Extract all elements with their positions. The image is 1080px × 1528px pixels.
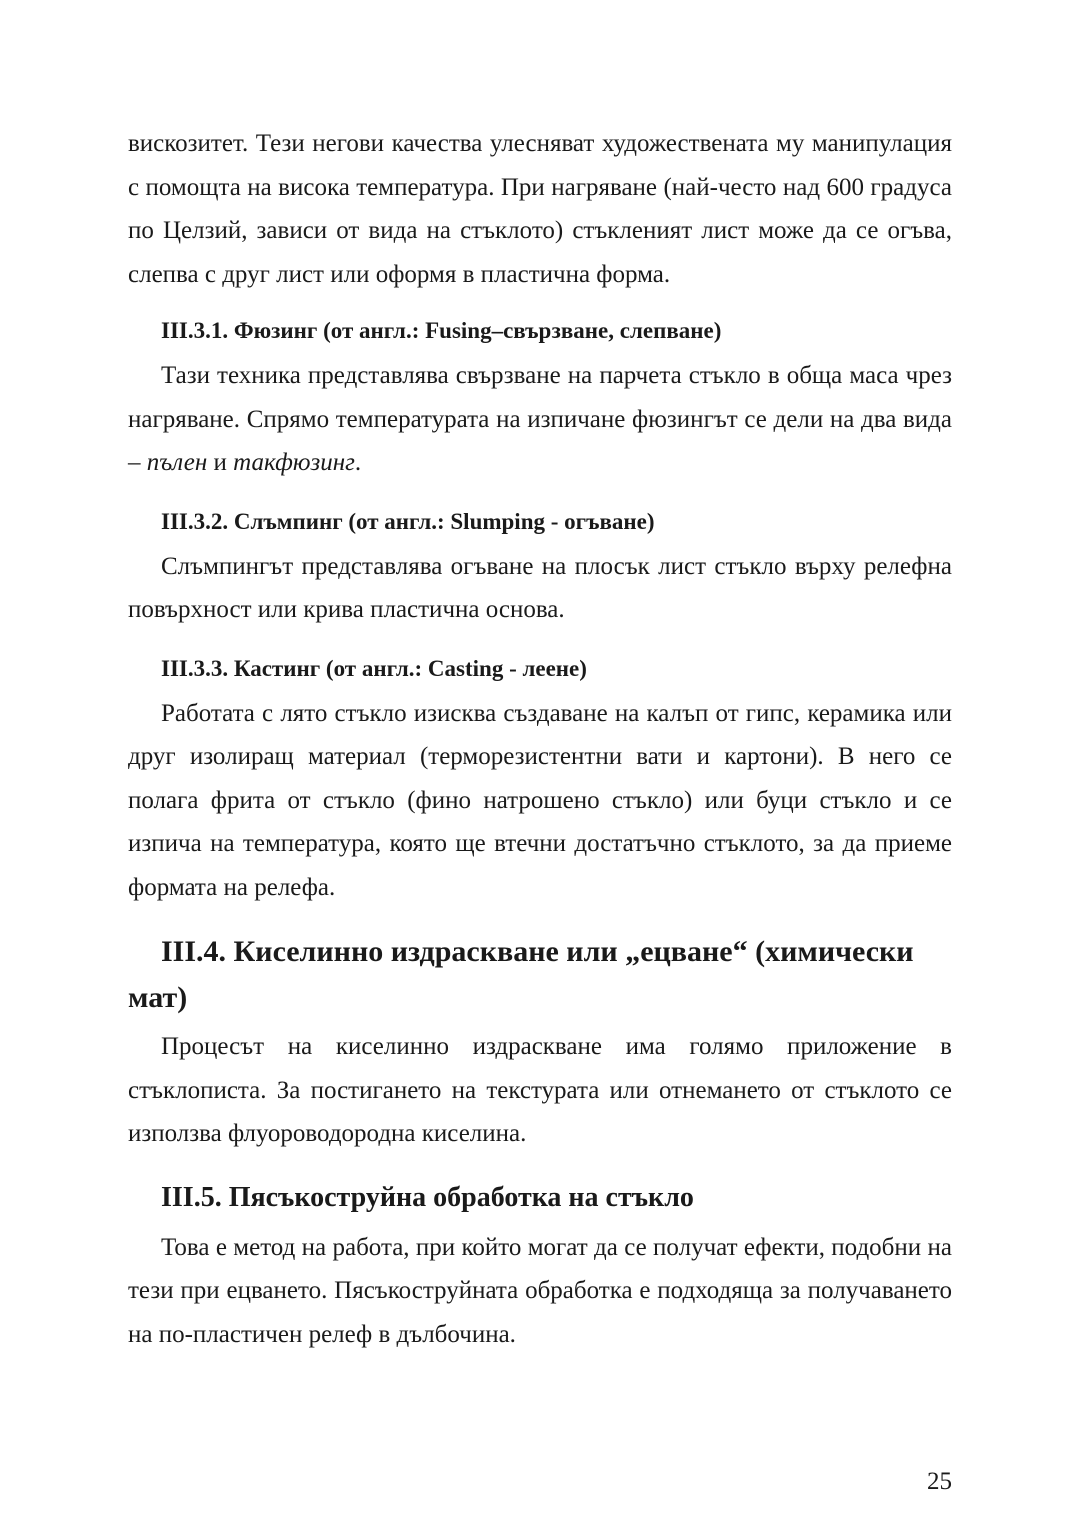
heading-3-5: III.5. Пясъкоструйна обработка на стъкло (161, 1181, 694, 1213)
heading-3-3-3: III.3.3. Кастинг (от англ.: Casting - леене) (161, 655, 587, 681)
heading-3-3-1: III.3.1. Фюзинг (от англ.: Fusing–свързване, слепване) (161, 318, 722, 343)
page-number: 25 (927, 1468, 952, 1495)
paragraph-fusing (128, 354, 952, 485)
paragraph-etching: Процесът на киселинно издраскване има голямо приложение в стъклописта. За постигането на текстурата или отнемането от стъклото се използва флуороводородна киселина. (128, 1033, 952, 1147)
heading-3-4 (128, 929, 952, 1021)
paragraph-slumping: Слъмпингът представлява огъване на плосък лист стъкло върху релефна повърхност или крива пластична основа. (128, 552, 952, 623)
heading-3-3-2: III.3.2. Слъмпинг (от англ.: Slumping - огъване) (161, 508, 655, 534)
paragraph-casting: Работата с лято стъкло изисква създаване на калъп от гипс, керамика или друг изолиращ материал (терморезистентни вати и картони). В него се полага фрита от стъкло (фино натрошено стъкло) или буци стъкло и се изпича на температура, която ще втечни достатъчно стъклото, за да приеме формата на релефа. (128, 699, 952, 901)
intro-paragraph: вискозитет. Тези негови качества улесняват художествената му манипулация с помощта на висока температура. При нагряване (най-често над 600 градуса по Целзий, зависи от вида на стъклото) стъкленият лист може да се огъва, слепва с друг лист или оформя в пластична форма. (128, 130, 952, 288)
paragraph-sandblasting: Това е метод на работа, при който могат да се получат ефекти, подобни на тези при ецването. Пясъкоструйната обработка е подходяща за получаването на по-пластичен релеф в дълбочина. (128, 1233, 952, 1348)
page-body (128, 122, 952, 1356)
fusing-end: . (354, 449, 362, 476)
fusing-text: Тази техника представлява свързване на парчета стъкло в обща маса чрез нагряване. Спрямо температурата на изпичане фюзингът се дели на два вида – (128, 362, 952, 476)
heading-3-4-line1: III.4. Киселинно издраскване или „ецване“ (химически (161, 935, 914, 968)
fusing-type-tack: такфюзинг (233, 449, 355, 476)
heading-3-4-line2: мат) (128, 981, 188, 1014)
fusing-joiner: и (207, 449, 234, 476)
fusing-type-full: пълен (146, 449, 208, 476)
